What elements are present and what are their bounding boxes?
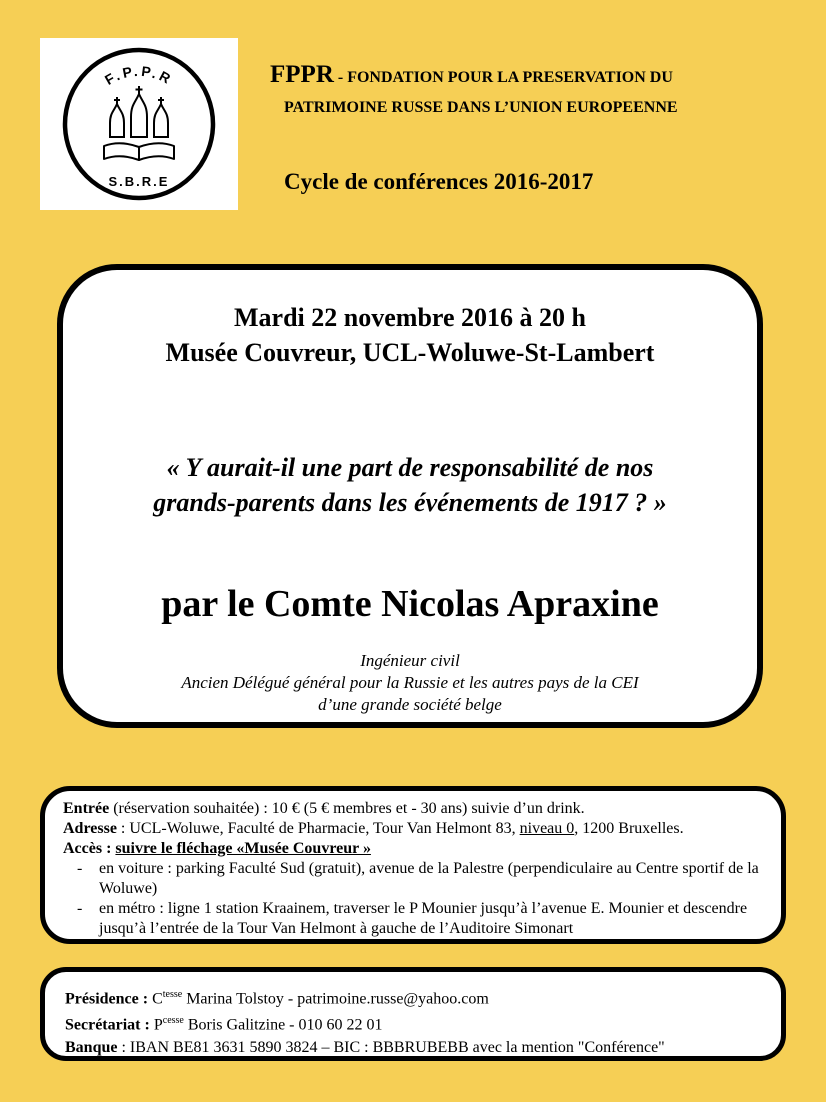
org-abbr: FPPR	[270, 61, 334, 88]
access-by-metro-text: en métro : ligne 1 station Kraainem, traverser le P Mounier jusqu’à l’avenue E. Mounier et descendre jusqu’à l’entrée de la Tour Van Helmont à gauche de l’Auditoire Simonart	[99, 900, 748, 937]
access-label: Accès	[63, 840, 103, 857]
contact-box	[40, 967, 786, 1061]
entry-fee-label: Entrée	[63, 800, 110, 817]
bullet-dash: -	[77, 860, 83, 877]
access-by-car	[63, 859, 767, 899]
address-line	[63, 819, 767, 839]
org-name-line1	[270, 60, 810, 93]
entry-fee-text: (réservation souhaitée) : 10 € (5 € membres et - 30 ans) suivie d’un drink.	[109, 800, 585, 817]
event-venue: Musée Couvreur, UCL-Woluwe-St-Lambert	[165, 338, 655, 367]
lecture-title-line2: grands-parents dans les événements de 1917 ? »	[153, 488, 667, 517]
secretariat-text: Boris Galitzine - 010 60 22 01	[183, 1016, 383, 1034]
address-text: : UCL-Woluwe, Faculté de Pharmacie, Tour Van Helmont 83,	[116, 820, 520, 837]
presidence-title-prefix: C	[148, 990, 163, 1008]
secretariat-label: Secrétariat :	[65, 1016, 150, 1034]
logo-bottom-text: S.B.R.E	[108, 174, 170, 189]
bullet-dash: -	[77, 900, 83, 917]
banque-text: : IBAN BE81 3631 5890 3824 – BIC : BBBRUBEBB avec la mention "Conférence"	[117, 1038, 665, 1056]
org-name-line2: PATRIMOINE RUSSE DANS L’UNION EUROPEENNE	[284, 99, 678, 116]
presidence-text: Marina Tolstoy - patrimoine.russe@yahoo.com	[182, 990, 489, 1008]
banque-label: Banque	[65, 1038, 118, 1056]
org-separator: -	[333, 69, 348, 86]
lecture-title-line1: « Y aurait-il une part de responsabilité de nos	[166, 453, 654, 482]
access-by-car-text: en voiture : parking Faculté Sud (gratuit), avenue de la Palestre (perpendiculaire au Centre sportif de la Woluwe)	[99, 860, 759, 897]
practical-info-box	[40, 786, 786, 944]
banque-line	[65, 1037, 767, 1059]
secretariat-line	[65, 1010, 767, 1036]
event-date: Mardi 22 novembre 2016 à 20 h	[234, 303, 586, 332]
access-by-metro	[63, 899, 767, 939]
event-box	[57, 264, 763, 728]
presidence-line	[65, 984, 767, 1010]
address-label: Adresse	[63, 820, 117, 837]
speaker-title: Ingénieur civil	[360, 651, 460, 670]
logo-top-text: F.P.P.R	[101, 62, 176, 89]
org-name-part1: FONDATION POUR LA PRESERVATION DU	[347, 69, 673, 86]
presidence-title-sup: tesse	[162, 989, 183, 1000]
access-line	[63, 839, 767, 859]
access-signage-text: suivre le fléchage «Musée Couvreur »	[115, 840, 371, 857]
speaker-details	[63, 650, 757, 716]
presidence-label: Présidence :	[65, 990, 149, 1008]
entry-fee-line	[63, 799, 767, 819]
speaker-bio-line1: Ancien Délégué général pour la Russie et les autres pays de la CEI	[181, 673, 639, 692]
speaker-bio-line2: d’une grande société belge	[318, 695, 502, 714]
secretariat-title-sup: cesse	[162, 1015, 184, 1027]
speaker-name: par le Comte Nicolas Apraxine	[161, 583, 659, 625]
secretariat-title-prefix: P	[149, 1016, 163, 1034]
access-separator: :	[102, 840, 116, 857]
address-text-end: , 1200 Bruxelles.	[574, 820, 684, 837]
logo-panel	[40, 38, 238, 210]
series-title: Cycle de conférences 2016-2017	[284, 169, 594, 194]
header	[270, 60, 810, 195]
fppr-sbre-logo	[60, 45, 218, 203]
lecture-title	[63, 450, 757, 520]
address-level-underlined: niveau 0	[519, 820, 575, 837]
